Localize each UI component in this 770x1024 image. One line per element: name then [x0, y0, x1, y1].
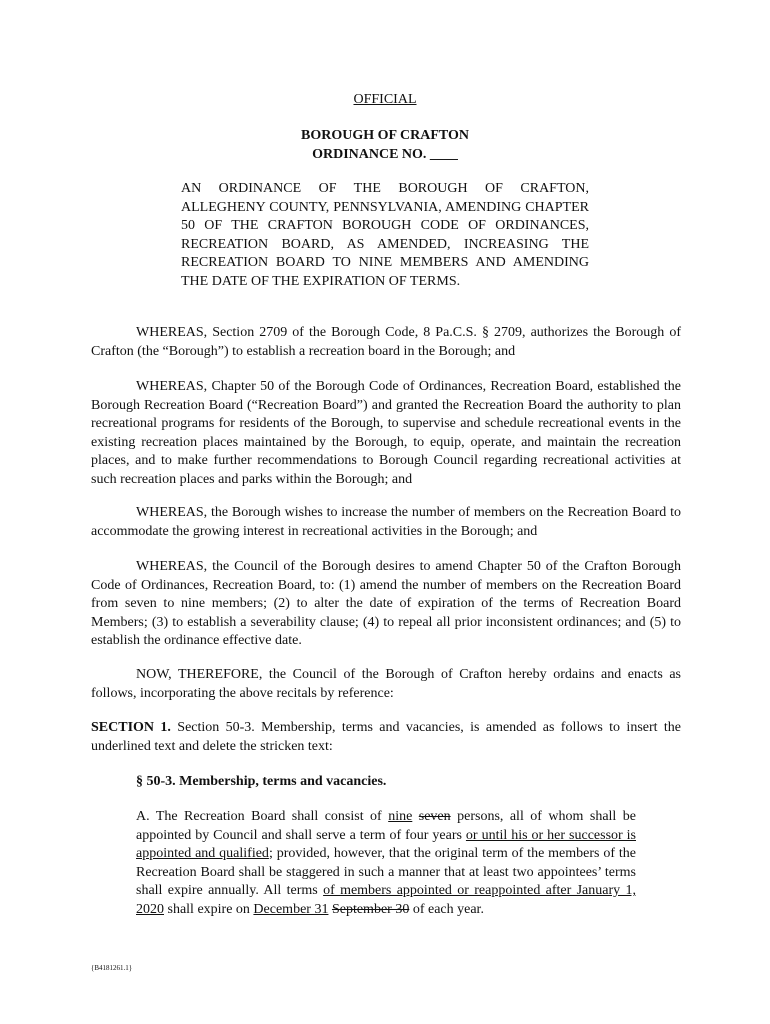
whereas-paragraph-2: WHEREAS, Chapter 50 of the Borough Code of Ordinances, Recreation Board, established the Borough Recreation Board (“Recreation Board”) and granted the Recreation Board the authority to plan recreational programs for residents of the Borough, to supervise and schedule recreational events in the existing recreation places maintained by the Borough, to equip, operate, and maintain the recreation places, and to make further recommendations to Borough Council regarding recreational activities at such recreation places and parks within the Borough; and: [91, 379, 681, 487]
stricken-text: seven: [418, 809, 451, 824]
subsection-text: A. The Recreation Board shall consist of: [136, 809, 389, 824]
inserted-text: or until his or her successor is appointed and qualified: [136, 827, 636, 861]
document-footer-id: {B4181261.1}: [91, 964, 133, 972]
whereas-paragraph-4: WHEREAS, the Council of the Borough desires to amend Chapter 50 of the Crafton Borough Code of Ordinances, Recreation Board, to: (1) amend the number of members on the Recreation Board from seven to nine members; (2) to alter the date of expiration of the terms of Recreation Board Members; (3) to establish a severability clause; (4) to repeal all prior inconsistent ordinances; and (5) to establish the ordinance effective date.: [91, 559, 681, 648]
stricken-text: September 30: [331, 901, 410, 917]
borough-heading: BOROUGH OF CRAFTON: [300, 128, 469, 143]
subsection-text: of each year.: [409, 901, 484, 917]
subsection-body: [136, 808, 636, 919]
section-1-paragraph: [91, 719, 681, 756]
section-1-text: Section 50-3. Membership, terms and vacancies, is amended as follows to insert the underlined text and delete the stricken text:: [91, 720, 682, 754]
inserted-text: December 31: [253, 901, 329, 917]
subsection-text: shall expire on: [164, 901, 254, 917]
official-label: OFFICIAL: [353, 92, 417, 107]
subsection-text: persons, all of whom shall be appointed by Council and shall serve a term of four years: [136, 809, 636, 843]
section-1-label: SECTION 1.: [91, 720, 171, 735]
now-therefore-paragraph: NOW, THEREFORE, the Council of the Borough of Crafton hereby ordains and enacts as follows, incorporating the above recitals by reference:: [91, 667, 681, 701]
inserted-text: nine: [388, 809, 413, 824]
whereas-paragraph-1: WHEREAS, Section 2709 of the Borough Code, 8 Pa.C.S. § 2709, authorizes the Borough of Crafton (the “Borough”) to establish a recreation board in the Borough; and: [91, 325, 681, 359]
ordinance-number: ORDINANCE NO. ____: [312, 147, 458, 162]
ordinance-title: AN ORDINANCE OF THE BOROUGH OF CRAFTON, ALLEGHENY COUNTY, PENNSYLVANIA, AMENDING CHAPTER 50 OF THE CRAFTON BOROUGH CODE OF ORDINANCES, RECREATION BOARD, AS AMENDED, INCREASING THE RECREATION BOARD TO NINE MEMBERS AND AMENDING THE DATE OF THE EXPIRATION OF TERMS.: [181, 181, 589, 289]
inserted-text: of members appointed or reappointed after January 1, 2020: [136, 883, 636, 917]
whereas-paragraph-3: WHEREAS, the Borough wishes to increase the number of members on the Recreation Board to accommodate the growing interest in recreational activities in the Borough; and: [91, 505, 681, 539]
subsection-heading: § 50-3. Membership, terms and vacancies.: [136, 774, 387, 789]
subsection-text: ; provided, however, that the original term of the members of the Recreation Board shall be staggered in such a manner that at least two appointees’ terms shall expire annually. All terms: [136, 846, 636, 898]
